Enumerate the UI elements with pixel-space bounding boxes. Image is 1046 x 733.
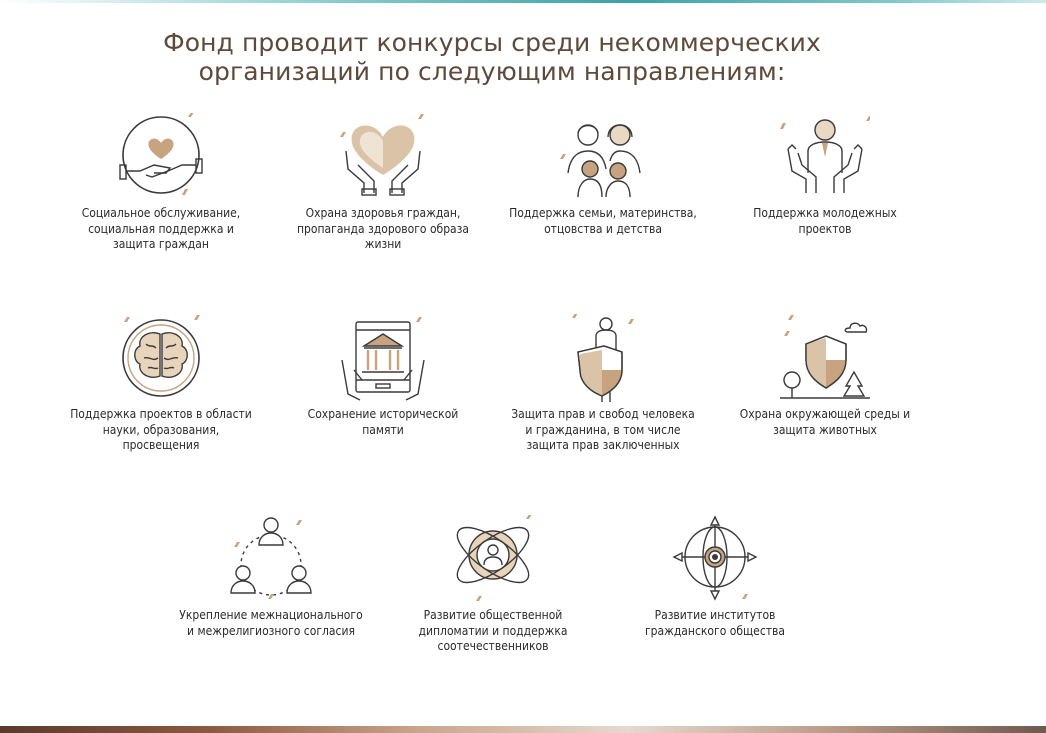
direction-label: Поддержка проектов в области науки, образования, просвещения bbox=[70, 407, 252, 452]
page-title bbox=[0, 28, 984, 86]
bottom-photo-strip bbox=[0, 726, 1046, 733]
nature-shield-icon bbox=[740, 314, 910, 404]
hands-heart-icon bbox=[76, 113, 246, 203]
direction-label: Охрана здоровья граждан, пропаганда здорового образа жизни bbox=[296, 206, 470, 251]
people-circle-icon bbox=[186, 515, 356, 605]
direction-label: Защита прав и свобод человека и гражданина, в том числе защита прав заключенных bbox=[511, 407, 695, 452]
direction-label: Развитие институтов гражданского общества bbox=[644, 608, 786, 638]
direction-label: Укрепление межнационального и межрелигиозного согласия bbox=[179, 608, 363, 638]
person-orbit-icon bbox=[408, 515, 578, 605]
family-icon bbox=[518, 113, 688, 203]
youth-person-icon bbox=[740, 113, 910, 203]
direction-label: Поддержка молодежных проектов bbox=[753, 206, 897, 236]
direction-label: Социальное обслуживание, социальная поддержка и защита граждан bbox=[81, 206, 241, 251]
person-shield-icon bbox=[518, 314, 688, 404]
direction-label: Развитие общественной дипломатии и поддержка соотечественников bbox=[418, 608, 568, 653]
top-accent-line bbox=[0, 0, 1046, 3]
page-title-line-1: Фонд проводит конкурсы среди некоммерческих bbox=[163, 28, 821, 57]
compass-globe-icon bbox=[630, 515, 800, 605]
museum-tablet-icon bbox=[298, 314, 468, 404]
brain-icon bbox=[76, 314, 246, 404]
direction-label: Охрана окружающей среды и защита животных bbox=[739, 407, 911, 437]
direction-label: Сохранение исторической памяти bbox=[307, 407, 459, 437]
page-title-line-2: организаций по следующим направлениям: bbox=[198, 57, 786, 86]
heart-in-hands-icon bbox=[298, 113, 468, 203]
direction-label: Поддержка семьи, материнства, отцовства и детства bbox=[509, 206, 697, 236]
